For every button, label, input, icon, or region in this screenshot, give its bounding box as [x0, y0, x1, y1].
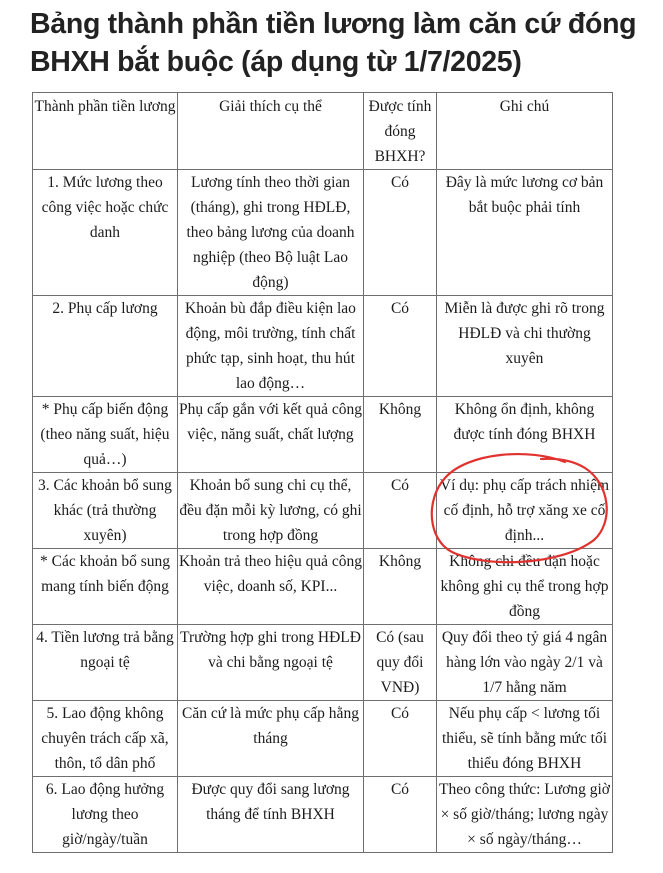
cell-component: 6. Lao động hưởng lương theo giờ/ngày/tuần	[33, 777, 178, 853]
page-title: Bảng thành phần tiền lương làm căn cứ đóng BHXH bắt buộc (áp dụng từ 1/7/2025)	[30, 8, 637, 78]
table-row	[33, 397, 613, 473]
header-explanation: Giải thích cụ thể	[178, 93, 364, 170]
salary-components-table	[32, 92, 613, 853]
table-row	[33, 296, 613, 397]
cell-note: Đây là mức lương cơ bản bắt buộc phải tính	[437, 170, 613, 296]
cell-included: Có	[364, 701, 437, 777]
cell-explanation: Phụ cấp gắn với kết quả công việc, năng suất, chất lượng	[178, 397, 364, 473]
page-bottom-edge	[0, 862, 663, 873]
cell-note: Không ổn định, không được tính đóng BHXH	[437, 397, 613, 473]
cell-explanation: Căn cứ là mức phụ cấp hằng tháng	[178, 701, 364, 777]
table-row	[33, 701, 613, 777]
table-row	[33, 549, 613, 625]
cell-component: 5. Lao động không chuyên trách cấp xã, thôn, tổ dân phố	[33, 701, 178, 777]
cell-included: Không	[364, 397, 437, 473]
cell-note: Ví dụ: phụ cấp trách nhiệm cố định, hỗ trợ xăng xe cố định...	[437, 473, 613, 549]
header-note: Ghi chú	[437, 93, 613, 170]
cell-explanation: Khoản bổ sung chi cụ thể, đều đặn mỗi kỳ lương, có ghi trong hợp đồng	[178, 473, 364, 549]
cell-included: Không	[364, 549, 437, 625]
cell-component: 4. Tiền lương trả bằng ngoại tệ	[33, 625, 178, 701]
cell-explanation: Khoản bù đắp điều kiện lao động, môi trường, tính chất phức tạp, sinh hoạt, thu hút lao động…	[178, 296, 364, 397]
cell-component: 3. Các khoản bổ sung khác (trả thường xuyên)	[33, 473, 178, 549]
header-included: Được tính đóng BHXH?	[364, 93, 437, 170]
cell-component: 1. Mức lương theo công việc hoặc chức danh	[33, 170, 178, 296]
table-row	[33, 625, 613, 701]
header-component: Thành phần tiền lương	[33, 93, 178, 170]
cell-note: Không chi đều đặn hoặc không ghi cụ thể trong hợp đồng	[437, 549, 613, 625]
cell-included: Có	[364, 473, 437, 549]
cell-explanation: Được quy đổi sang lương tháng để tính BHXH	[178, 777, 364, 853]
cell-note: Miễn là được ghi rõ trong HĐLĐ và chi thường xuyên	[437, 296, 613, 397]
cell-note: Quy đổi theo tỷ giá 4 ngân hàng lớn vào ngày 2/1 và 1/7 hằng năm	[437, 625, 613, 701]
cell-included: Có	[364, 170, 437, 296]
cell-note: Nếu phụ cấp < lương tối thiểu, sẽ tính bằng mức tối thiểu đóng BHXH	[437, 701, 613, 777]
table-row	[33, 473, 613, 549]
cell-explanation: Khoản trả theo hiệu quả công việc, doanh số, KPI...	[178, 549, 364, 625]
cell-explanation: Lương tính theo thời gian (tháng), ghi trong HĐLĐ, theo bảng lương của doanh nghiệp (theo Bộ luật Lao động)	[178, 170, 364, 296]
cell-included: Có	[364, 296, 437, 397]
cell-component: 2. Phụ cấp lương	[33, 296, 178, 397]
cell-included: Có	[364, 777, 437, 853]
table-row	[33, 170, 613, 296]
cell-included: Có (sau quy đổi VNĐ)	[364, 625, 437, 701]
cell-note: Theo công thức: Lương giờ × số giờ/tháng; lương ngày × số ngày/tháng…	[437, 777, 613, 853]
table-row	[33, 777, 613, 853]
cell-component: * Phụ cấp biến động (theo năng suất, hiệu quả…)	[33, 397, 178, 473]
table-header-row	[33, 93, 613, 170]
cell-component: * Các khoản bổ sung mang tính biến động	[33, 549, 178, 625]
cell-explanation: Trường hợp ghi trong HĐLĐ và chi bằng ngoại tệ	[178, 625, 364, 701]
